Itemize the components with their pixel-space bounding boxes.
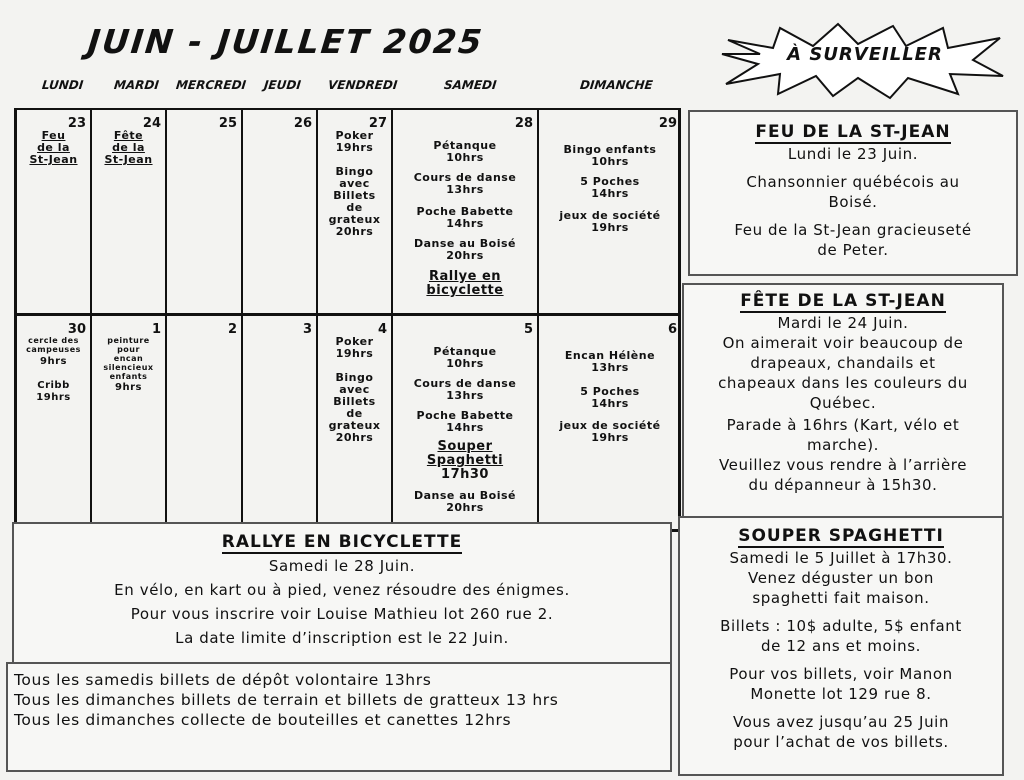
info-line: Billets : 10$ adulte, 5$ enfant — [720, 617, 962, 635]
event-label: Spaghetti — [426, 453, 504, 468]
info-line: du dépanneur à 15h30. — [748, 476, 938, 494]
day-cell-jun-25 — [167, 110, 243, 313]
info-line: drapeaux, chandails et — [750, 354, 936, 372]
event-label: Billets — [333, 189, 376, 202]
day-cell-jun-29 — [539, 110, 681, 313]
event-label: Poche Babette — [416, 409, 514, 422]
info-line: marche). — [806, 436, 880, 454]
event-label: de — [346, 407, 363, 420]
info-line: Québec. — [809, 394, 877, 412]
event-label: avec — [339, 383, 370, 396]
day-sunday: DIMANCHE — [579, 78, 654, 92]
date-number: 26 — [293, 116, 312, 131]
date-number: 24 — [142, 116, 161, 131]
fete-st-jean-box — [682, 283, 1004, 519]
event-label: Bingo — [335, 371, 374, 384]
event-time: 19hrs — [335, 347, 374, 360]
info-line: de 12 ans et moins. — [761, 637, 921, 655]
event-label: silencieux — [103, 363, 154, 372]
event-time: 20hrs — [335, 431, 374, 444]
feu-st-jean-box — [688, 110, 1018, 276]
day-tuesday: MARDI — [113, 78, 160, 92]
event-label: de — [346, 201, 363, 214]
info-line: Chansonnier québécois au — [746, 173, 960, 191]
event-label: Cours de danse — [413, 171, 517, 184]
info-line: chapeaux dans les couleurs du — [718, 374, 968, 392]
date-number: 30 — [67, 322, 86, 337]
info-line: Feu de la St-Jean gracieuseté — [734, 221, 972, 239]
event-label: de la — [112, 141, 145, 154]
day-wednesday: MERCREDI — [175, 78, 247, 92]
day-cell-jun-28 — [393, 110, 539, 313]
event-label: Poker — [335, 335, 374, 348]
weekly-notes-box — [6, 662, 672, 772]
info-line: Mardi le 24 Juin. — [777, 314, 909, 332]
event-time: 10hrs — [446, 151, 484, 164]
date-number: 23 — [67, 116, 86, 131]
event-label: de la — [37, 141, 70, 154]
event-label: Poker — [335, 129, 374, 142]
event-label: Danse au Boisé — [413, 237, 517, 250]
event-label: 5 Poches — [580, 175, 640, 188]
date-number: 3 — [302, 322, 312, 337]
info-line: Lundi le 23 Juin. — [787, 145, 919, 163]
fete-st-jean-heading: FÊTE DE LA ST-JEAN — [740, 291, 946, 311]
event-label: Feu — [41, 129, 66, 142]
feu-st-jean-heading: FEU DE LA ST-JEAN — [755, 122, 951, 142]
day-cell-jul-5 — [393, 316, 539, 528]
event-time: 17h30 — [441, 467, 489, 482]
event-label: Cribb — [37, 380, 70, 391]
note-line: Tous les dimanches billets de terrain et billets de gratteux 13 hrs — [14, 691, 559, 709]
rallye-bicyclette-box — [12, 522, 672, 664]
event-time: 20hrs — [446, 501, 484, 514]
event-time: 19hrs — [591, 431, 629, 444]
day-cell-jun-24 — [92, 110, 167, 313]
page-title: JUIN - JUILLET 2025 — [85, 22, 486, 61]
day-cell-jun-27 — [318, 110, 393, 313]
event-time: 14hrs — [591, 397, 629, 410]
event-label: cercle des — [28, 336, 79, 345]
info-line: Pour vous inscrire voir Louise Mathieu lot 260 rue 2. — [130, 605, 554, 623]
day-cell-jul-4 — [318, 316, 393, 528]
event-label: Pétanque — [433, 345, 497, 358]
event-time: 20hrs — [446, 249, 484, 262]
event-label: St-Jean — [104, 153, 153, 166]
event-label: Billets — [333, 395, 376, 408]
event-label: 5 Poches — [580, 385, 640, 398]
info-line: Venez déguster un bon — [748, 569, 934, 587]
day-cell-jun-30 — [17, 316, 92, 528]
info-line: On aimerait voir beaucoup de — [722, 334, 964, 352]
event-time: 10hrs — [591, 155, 629, 168]
date-number: 2 — [227, 322, 237, 337]
day-thursday: JEUDI — [263, 78, 302, 92]
date-number: 27 — [368, 116, 387, 131]
calendar-grid — [14, 108, 681, 532]
event-label: bicyclette — [426, 283, 504, 298]
date-number: 28 — [514, 116, 533, 131]
event-time: 20hrs — [335, 225, 374, 238]
day-cell-jul-1 — [92, 316, 167, 528]
event-label: Danse au Boisé — [413, 489, 517, 502]
day-cell-jun-23 — [17, 110, 92, 313]
day-friday: VENDREDI — [327, 78, 399, 92]
day-monday: LUNDI — [41, 78, 84, 92]
event-label: St-Jean — [29, 153, 78, 166]
event-label: encan — [113, 354, 144, 363]
date-number: 5 — [523, 322, 533, 337]
info-line: Samedi le 28 Juin. — [268, 557, 416, 575]
event-label: jeux de société — [559, 419, 661, 432]
event-label: Cours de danse — [413, 377, 517, 390]
event-label: jeux de société — [559, 209, 661, 222]
event-time: 19hrs — [335, 141, 374, 154]
event-label: pour — [117, 345, 140, 354]
date-number: 4 — [377, 322, 387, 337]
event-time: 14hrs — [446, 217, 484, 230]
event-label: Fête — [113, 129, 144, 142]
note-line: Tous les samedis billets de dépôt volontaire 13hrs — [14, 671, 432, 689]
date-number: 1 — [151, 322, 161, 337]
event-time: 9hrs — [40, 356, 67, 367]
event-label: peinture — [107, 336, 150, 345]
event-label: Pétanque — [433, 139, 497, 152]
info-line: Boisé. — [828, 193, 878, 211]
date-number: 25 — [218, 116, 237, 131]
day-cell-jul-6 — [539, 316, 681, 528]
event-time: 14hrs — [446, 421, 484, 434]
event-time: 19hrs — [36, 392, 71, 403]
souper-spaghetti-heading: SOUPER SPAGHETTI — [738, 526, 944, 546]
day-cell-jun-26 — [243, 110, 318, 313]
info-line: Monette lot 129 rue 8. — [750, 685, 932, 703]
event-time: 13hrs — [446, 389, 484, 402]
event-time: 13hrs — [446, 183, 484, 196]
info-line: Parade à 16hrs (Kart, vélo et — [726, 416, 960, 434]
info-line: Vous avez jusqu’au 25 Juin — [732, 713, 950, 731]
info-line: spaghetti fait maison. — [752, 589, 930, 607]
event-label: Souper — [437, 439, 493, 454]
info-line: Samedi le 5 Juillet à 17h30. — [729, 549, 953, 567]
event-label: campeuses — [26, 345, 81, 354]
event-time: 14hrs — [591, 187, 629, 200]
info-line: pour l’achat de vos billets. — [733, 733, 949, 751]
event-label: Encan Hélène — [564, 349, 656, 362]
event-label: grateux — [328, 213, 381, 226]
note-line: Tous les dimanches collecte de bouteilles et canettes 12hrs — [14, 711, 512, 729]
info-line: En vélo, en kart ou à pied, venez résoudre des énigmes. — [114, 581, 570, 599]
event-label: grateux — [328, 419, 381, 432]
date-number: 29 — [658, 116, 677, 131]
event-time: 19hrs — [591, 221, 629, 234]
event-time: 13hrs — [591, 361, 629, 374]
surveiller-badge-label: À SURVEILLER — [787, 44, 943, 65]
event-label: Bingo enfants — [563, 143, 657, 156]
info-line: Veuillez vous rendre à l’arrière — [718, 456, 968, 474]
day-cell-jul-2 — [167, 316, 243, 528]
info-line: La date limite d’inscription est le 22 Juin. — [175, 629, 509, 647]
event-label: Bingo — [335, 165, 374, 178]
day-saturday: SAMEDI — [443, 78, 498, 92]
rallye-heading: RALLYE EN BICYCLETTE — [221, 532, 463, 552]
event-label: Rallye en — [428, 269, 502, 284]
info-line: de Peter. — [817, 241, 889, 259]
weekday-header — [16, 78, 680, 102]
event-label: Poche Babette — [416, 205, 514, 218]
event-label: avec — [339, 177, 370, 190]
info-line: Pour vos billets, voir Manon — [729, 665, 953, 683]
event-time: 10hrs — [446, 357, 484, 370]
date-number: 6 — [667, 322, 677, 337]
day-cell-jul-3 — [243, 316, 318, 528]
event-time: 9hrs — [115, 382, 142, 393]
souper-spaghetti-box — [678, 516, 1004, 776]
event-label: enfants — [109, 372, 148, 381]
